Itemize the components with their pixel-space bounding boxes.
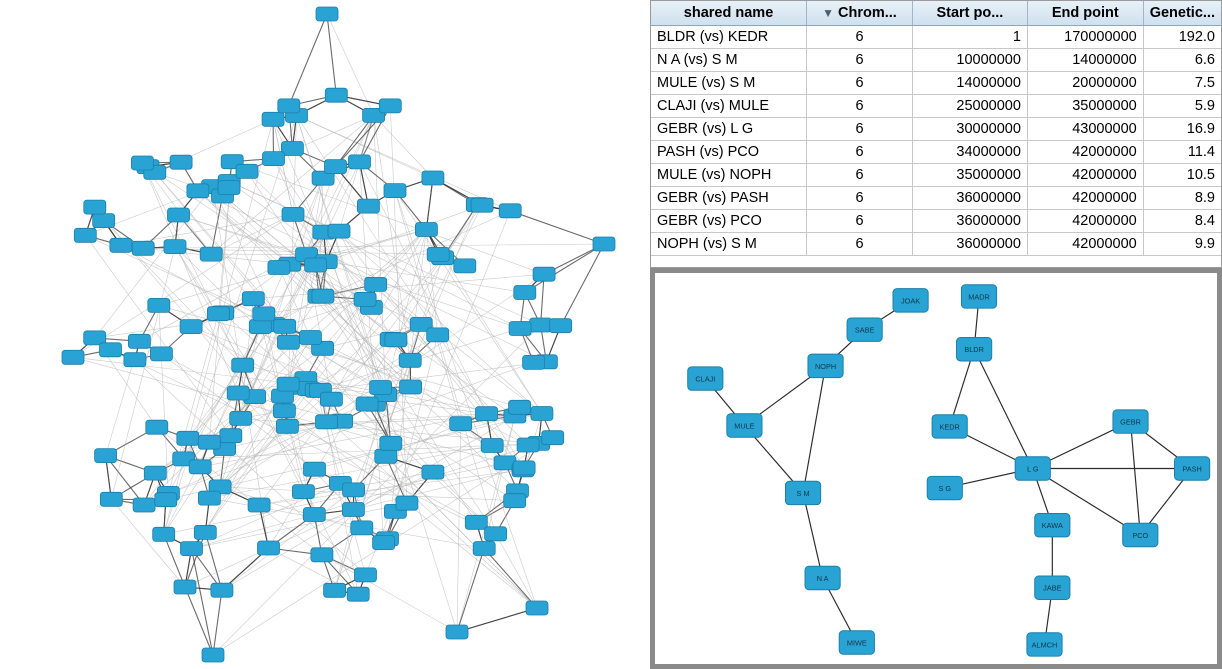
network-edge: [1131, 422, 1141, 535]
network-node[interactable]: [504, 494, 526, 508]
table-cell-start_point[interactable]: 36000000: [912, 187, 1027, 210]
network-node[interactable]: [227, 386, 249, 400]
network-node[interactable]: [74, 228, 96, 242]
network-node[interactable]: [471, 198, 493, 212]
network-node-label: BLDR: [964, 345, 984, 355]
table-cell-chromosome[interactable]: 6: [807, 187, 913, 210]
network-edge: [457, 608, 537, 632]
network-node[interactable]: [530, 318, 552, 332]
table-row[interactable]: [651, 72, 1221, 95]
network-node[interactable]: [342, 503, 364, 517]
network-node[interactable]: [351, 521, 373, 535]
network-node[interactable]: [473, 542, 495, 556]
table-cell-start_point[interactable]: 14000000: [912, 72, 1027, 95]
network-node[interactable]: [180, 320, 202, 334]
network-node[interactable]: [133, 498, 155, 512]
table-cell-genetic[interactable]: 192.0: [1143, 26, 1221, 49]
network-node[interactable]: [303, 508, 325, 522]
network-node[interactable]: [550, 319, 572, 333]
network-node[interactable]: [373, 536, 395, 550]
network-node[interactable]: [273, 404, 295, 418]
network-node[interactable]: [847, 318, 882, 341]
table-cell-shared_name[interactable]: N A (vs) S M: [651, 49, 807, 72]
table-row[interactable]: [651, 26, 1221, 49]
network-node-label: ALMCH: [1031, 640, 1058, 650]
column-header-genetic[interactable]: [1143, 1, 1221, 26]
network-node[interactable]: [62, 350, 84, 364]
table-cell-shared_name[interactable]: GEBR (vs) L G: [651, 118, 807, 141]
table-cell-shared_name[interactable]: PASH (vs) PCO: [651, 141, 807, 164]
network-node[interactable]: [177, 431, 199, 445]
network-node-label: N A: [816, 573, 829, 583]
network-node[interactable]: [236, 164, 258, 178]
network-node[interactable]: [124, 353, 146, 367]
network-node[interactable]: [146, 420, 168, 434]
network-node[interactable]: [328, 224, 350, 238]
network-node[interactable]: [242, 292, 264, 306]
network-node[interactable]: [189, 460, 211, 474]
network-node[interactable]: [168, 208, 190, 222]
table-cell-end_point[interactable]: 170000000: [1027, 26, 1143, 49]
table-cell-genetic[interactable]: 10.5: [1143, 164, 1221, 187]
network-edge: [803, 493, 823, 578]
network-node[interactable]: [274, 319, 296, 333]
column-header-end-point[interactable]: [1027, 1, 1143, 26]
table-cell-start_point[interactable]: 1: [912, 26, 1027, 49]
network-node[interactable]: [465, 515, 487, 529]
table-cell-chromosome[interactable]: 6: [807, 49, 913, 72]
network-edge: [803, 366, 825, 493]
table-cell-end_point[interactable]: 43000000: [1027, 118, 1143, 141]
network-node[interactable]: [324, 583, 346, 597]
network-node[interactable]: [427, 328, 449, 342]
table-cell-end_point[interactable]: 35000000: [1027, 95, 1143, 118]
network-node[interactable]: [164, 240, 186, 254]
table-cell-end_point[interactable]: 42000000: [1027, 210, 1143, 233]
network-node[interactable]: [320, 392, 342, 406]
network-node[interactable]: [357, 199, 379, 213]
table-cell-start_point[interactable]: 10000000: [912, 49, 1027, 72]
network-node[interactable]: [311, 548, 333, 562]
column-header-chromosome-label: Chrom...: [838, 5, 897, 21]
network-node-label: JOAK: [901, 296, 921, 306]
network-node[interactable]: [422, 465, 444, 479]
network-node-label: CLAJI: [695, 374, 716, 384]
table-cell-end_point[interactable]: 42000000: [1027, 187, 1143, 210]
network-node[interactable]: [399, 353, 421, 367]
network-node[interactable]: [385, 333, 407, 347]
network-node-label: S G: [938, 483, 952, 493]
network-node[interactable]: [927, 476, 962, 499]
network-node[interactable]: [785, 481, 820, 504]
table-cell-genetic[interactable]: 5.9: [1143, 95, 1221, 118]
network-node-label: MULE: [734, 421, 755, 431]
network-node[interactable]: [354, 292, 376, 306]
small-network-canvas[interactable]: [655, 273, 1217, 664]
network-node[interactable]: [542, 431, 564, 445]
network-node[interactable]: [1175, 457, 1210, 480]
network-node[interactable]: [446, 625, 468, 639]
network-node[interactable]: [211, 583, 233, 597]
table-row[interactable]: [651, 210, 1221, 233]
table-cell-shared_name[interactable]: BLDR (vs) KEDR: [651, 26, 807, 49]
table-body[interactable]: [651, 26, 1221, 256]
network-edge: [561, 244, 604, 326]
network-node[interactable]: [961, 285, 996, 308]
table-cell-start_point[interactable]: 36000000: [912, 210, 1027, 233]
network-node[interactable]: [155, 493, 177, 507]
network-node-label: PASH: [1182, 464, 1202, 474]
network-node[interactable]: [1035, 513, 1070, 536]
network-node[interactable]: [513, 461, 535, 475]
network-node[interactable]: [292, 485, 314, 499]
network-node-label: SABE: [854, 325, 875, 335]
network-node[interactable]: [355, 568, 377, 582]
table-cell-genetic[interactable]: 11.4: [1143, 141, 1221, 164]
table-row[interactable]: [651, 233, 1221, 256]
network-node[interactable]: [249, 320, 271, 334]
network-node[interactable]: [476, 407, 498, 421]
table-cell-start_point[interactable]: 25000000: [912, 95, 1027, 118]
network-edge: [185, 587, 213, 655]
network-node[interactable]: [144, 466, 166, 480]
table-cell-end_point[interactable]: 42000000: [1027, 164, 1143, 187]
network-node[interactable]: [1123, 523, 1158, 546]
network-node[interactable]: [422, 171, 444, 185]
network-node[interactable]: [316, 7, 338, 21]
network-node-label: MIWE: [846, 638, 867, 648]
table-cell-chromosome[interactable]: 6: [807, 210, 913, 233]
network-edge: [426, 178, 433, 230]
network-node[interactable]: [263, 152, 285, 166]
network-edge: [496, 534, 537, 608]
small-network-edges: [705, 296, 1192, 644]
network-node[interactable]: [499, 204, 521, 218]
network-node[interactable]: [278, 99, 300, 113]
network-node-label: JABE: [1043, 583, 1062, 593]
network-node[interactable]: [370, 381, 392, 395]
table-cell-end_point[interactable]: 20000000: [1027, 72, 1143, 95]
network-node[interactable]: [268, 261, 290, 275]
network-node[interactable]: [200, 247, 222, 261]
network-node[interactable]: [325, 160, 347, 174]
network-edge: [484, 549, 537, 609]
table-cell-end_point[interactable]: 42000000: [1027, 141, 1143, 164]
table-row[interactable]: [651, 118, 1221, 141]
network-node[interactable]: [110, 238, 132, 252]
network-node[interactable]: [514, 286, 536, 300]
table-header-row: [651, 1, 1221, 26]
filter-icon[interactable]: ▼: [822, 6, 835, 21]
network-node[interactable]: [349, 155, 371, 169]
column-header-chromosome[interactable]: [807, 1, 913, 26]
network-edge: [974, 349, 1033, 468]
network-node[interactable]: [808, 354, 843, 377]
table-cell-genetic[interactable]: 6.6: [1143, 49, 1221, 72]
network-node[interactable]: [277, 377, 299, 391]
network-node[interactable]: [343, 483, 365, 497]
table-cell-end_point[interactable]: 14000000: [1027, 49, 1143, 72]
network-node[interactable]: [316, 415, 338, 429]
network-edge: [327, 14, 336, 95]
network-node[interactable]: [128, 334, 150, 348]
table-cell-genetic[interactable]: 8.9: [1143, 187, 1221, 210]
table-cell-genetic[interactable]: 9.9: [1143, 233, 1221, 256]
network-node[interactable]: [304, 462, 326, 476]
network-node[interactable]: [218, 181, 240, 195]
network-edge: [121, 214, 293, 245]
network-node[interactable]: [932, 415, 967, 438]
table-cell-start_point[interactable]: 35000000: [912, 164, 1027, 187]
table-cell-shared_name[interactable]: MULE (vs) S M: [651, 72, 807, 95]
network-edge: [185, 446, 492, 588]
network-node[interactable]: [181, 542, 203, 556]
network-node[interactable]: [93, 214, 115, 228]
table-cell-shared_name[interactable]: GEBR (vs) PCO: [651, 210, 807, 233]
network-node[interactable]: [325, 88, 347, 102]
network-node[interactable]: [365, 277, 387, 291]
network-node[interactable]: [100, 343, 122, 357]
network-node[interactable]: [415, 223, 437, 237]
network-edge: [457, 424, 461, 632]
table-cell-shared_name[interactable]: CLAJI (vs) MULE: [651, 95, 807, 118]
network-node[interactable]: [253, 307, 275, 321]
network-node[interactable]: [380, 436, 402, 450]
network-node[interactable]: [220, 429, 242, 443]
network-node[interactable]: [262, 112, 284, 126]
network-edge: [386, 456, 537, 608]
network-node[interactable]: [593, 237, 615, 251]
network-node[interactable]: [396, 496, 418, 510]
network-node[interactable]: [533, 267, 555, 281]
network-node[interactable]: [194, 525, 216, 539]
big-network-nodes[interactable]: [62, 7, 615, 662]
network-node[interactable]: [531, 407, 553, 421]
table-cell-genetic[interactable]: 8.4: [1143, 210, 1221, 233]
network-node[interactable]: [84, 200, 106, 214]
network-node-label: GEBR: [1120, 417, 1141, 427]
column-header-start-point-label: Start po...: [936, 5, 1004, 21]
network-node[interactable]: [198, 491, 220, 505]
network-node[interactable]: [384, 184, 406, 198]
network-node[interactable]: [277, 335, 299, 349]
network-node[interactable]: [481, 439, 503, 453]
small-network-view[interactable]: [650, 268, 1222, 669]
network-node-label: PCO: [1132, 530, 1149, 540]
network-node[interactable]: [450, 417, 472, 431]
network-edge: [374, 115, 433, 178]
network-node[interactable]: [347, 587, 369, 601]
network-node[interactable]: [258, 541, 280, 555]
network-node[interactable]: [202, 648, 224, 662]
network-node[interactable]: [375, 449, 397, 463]
network-node[interactable]: [427, 247, 449, 261]
network-node[interactable]: [150, 347, 172, 361]
network-edge: [213, 590, 222, 655]
column-header-shared-name-label: shared name: [683, 5, 774, 21]
network-edge: [111, 499, 185, 587]
network-node[interactable]: [805, 566, 840, 589]
network-node-label: S M: [796, 488, 810, 498]
network-node[interactable]: [400, 380, 422, 394]
network-node-label: NOPH: [814, 361, 837, 371]
network-node[interactable]: [526, 601, 548, 615]
network-node[interactable]: [1113, 410, 1148, 433]
column-header-start-point[interactable]: [912, 1, 1027, 26]
table-header: [651, 1, 1221, 26]
table-cell-chromosome[interactable]: 6: [807, 26, 913, 49]
network-edge: [289, 14, 327, 106]
network-node[interactable]: [276, 419, 298, 433]
network-node[interactable]: [232, 358, 254, 372]
network-edge: [159, 305, 169, 493]
network-node[interactable]: [148, 298, 170, 312]
network-node[interactable]: [523, 355, 545, 369]
table-row[interactable]: [651, 141, 1221, 164]
network-node[interactable]: [131, 156, 153, 170]
network-node-label: MADR: [968, 292, 990, 302]
network-node[interactable]: [485, 527, 507, 541]
network-node[interactable]: [1027, 633, 1062, 656]
network-node[interactable]: [312, 289, 334, 303]
network-node[interactable]: [957, 338, 992, 361]
table-cell-start_point[interactable]: 30000000: [912, 118, 1027, 141]
network-node[interactable]: [282, 207, 304, 221]
network-node[interactable]: [299, 331, 321, 345]
table-cell-chromosome[interactable]: 6: [807, 164, 913, 187]
network-node[interactable]: [509, 400, 531, 414]
column-header-end-point-label: End point: [1051, 5, 1119, 21]
table-cell-end_point[interactable]: 42000000: [1027, 233, 1143, 256]
network-node[interactable]: [170, 155, 192, 169]
table-cell-genetic[interactable]: 7.5: [1143, 72, 1221, 95]
network-node[interactable]: [727, 414, 762, 437]
network-edge: [510, 211, 604, 244]
table-cell-start_point[interactable]: 34000000: [912, 141, 1027, 164]
network-node[interactable]: [132, 241, 154, 255]
small-network-nodes[interactable]: [688, 285, 1210, 656]
network-node[interactable]: [356, 397, 378, 411]
column-header-shared-name[interactable]: [651, 1, 807, 26]
network-node-label: KEDR: [939, 422, 960, 432]
table-row[interactable]: [651, 49, 1221, 72]
network-node[interactable]: [509, 322, 531, 336]
network-node[interactable]: [379, 99, 401, 113]
column-header-genetic-label: Genetic...: [1149, 5, 1215, 21]
table-cell-start_point[interactable]: 36000000: [912, 233, 1027, 256]
network-node[interactable]: [839, 631, 874, 654]
table-cell-chromosome[interactable]: 6: [807, 95, 913, 118]
network-edge: [457, 549, 484, 633]
network-node[interactable]: [517, 438, 539, 452]
network-node[interactable]: [95, 449, 117, 463]
network-node[interactable]: [454, 259, 476, 273]
attribute-table[interactable]: [651, 1, 1221, 256]
network-node-label: L G: [1026, 464, 1039, 474]
table-cell-shared_name[interactable]: GEBR (vs) PASH: [651, 187, 807, 210]
table-cell-chromosome[interactable]: 6: [807, 72, 913, 95]
network-node[interactable]: [207, 307, 229, 321]
table-cell-chromosome[interactable]: 6: [807, 233, 913, 256]
table-row[interactable]: [651, 95, 1221, 118]
attribute-table-panel[interactable]: [650, 0, 1222, 268]
network-node[interactable]: [100, 492, 122, 506]
table-cell-chromosome[interactable]: 6: [807, 141, 913, 164]
table-cell-genetic[interactable]: 16.9: [1143, 118, 1221, 141]
network-node[interactable]: [187, 184, 209, 198]
network-node[interactable]: [174, 580, 196, 594]
network-node[interactable]: [305, 258, 327, 272]
table-row[interactable]: [651, 164, 1221, 187]
network-edge: [320, 362, 546, 391]
network-node[interactable]: [198, 435, 220, 449]
network-edge: [192, 549, 214, 655]
network-node[interactable]: [248, 498, 270, 512]
table-row[interactable]: [651, 187, 1221, 210]
network-node[interactable]: [153, 527, 175, 541]
network-node[interactable]: [230, 411, 252, 425]
network-node-label: KAWA: [1041, 521, 1063, 531]
table-cell-shared_name[interactable]: NOPH (vs) S M: [651, 233, 807, 256]
table-cell-shared_name[interactable]: MULE (vs) NOPH: [651, 164, 807, 187]
network-edge: [222, 490, 354, 590]
network-node[interactable]: [1015, 457, 1050, 480]
network-node[interactable]: [1035, 576, 1070, 599]
network-node[interactable]: [893, 289, 928, 312]
table-cell-chromosome[interactable]: 6: [807, 118, 913, 141]
network-node[interactable]: [688, 367, 723, 390]
